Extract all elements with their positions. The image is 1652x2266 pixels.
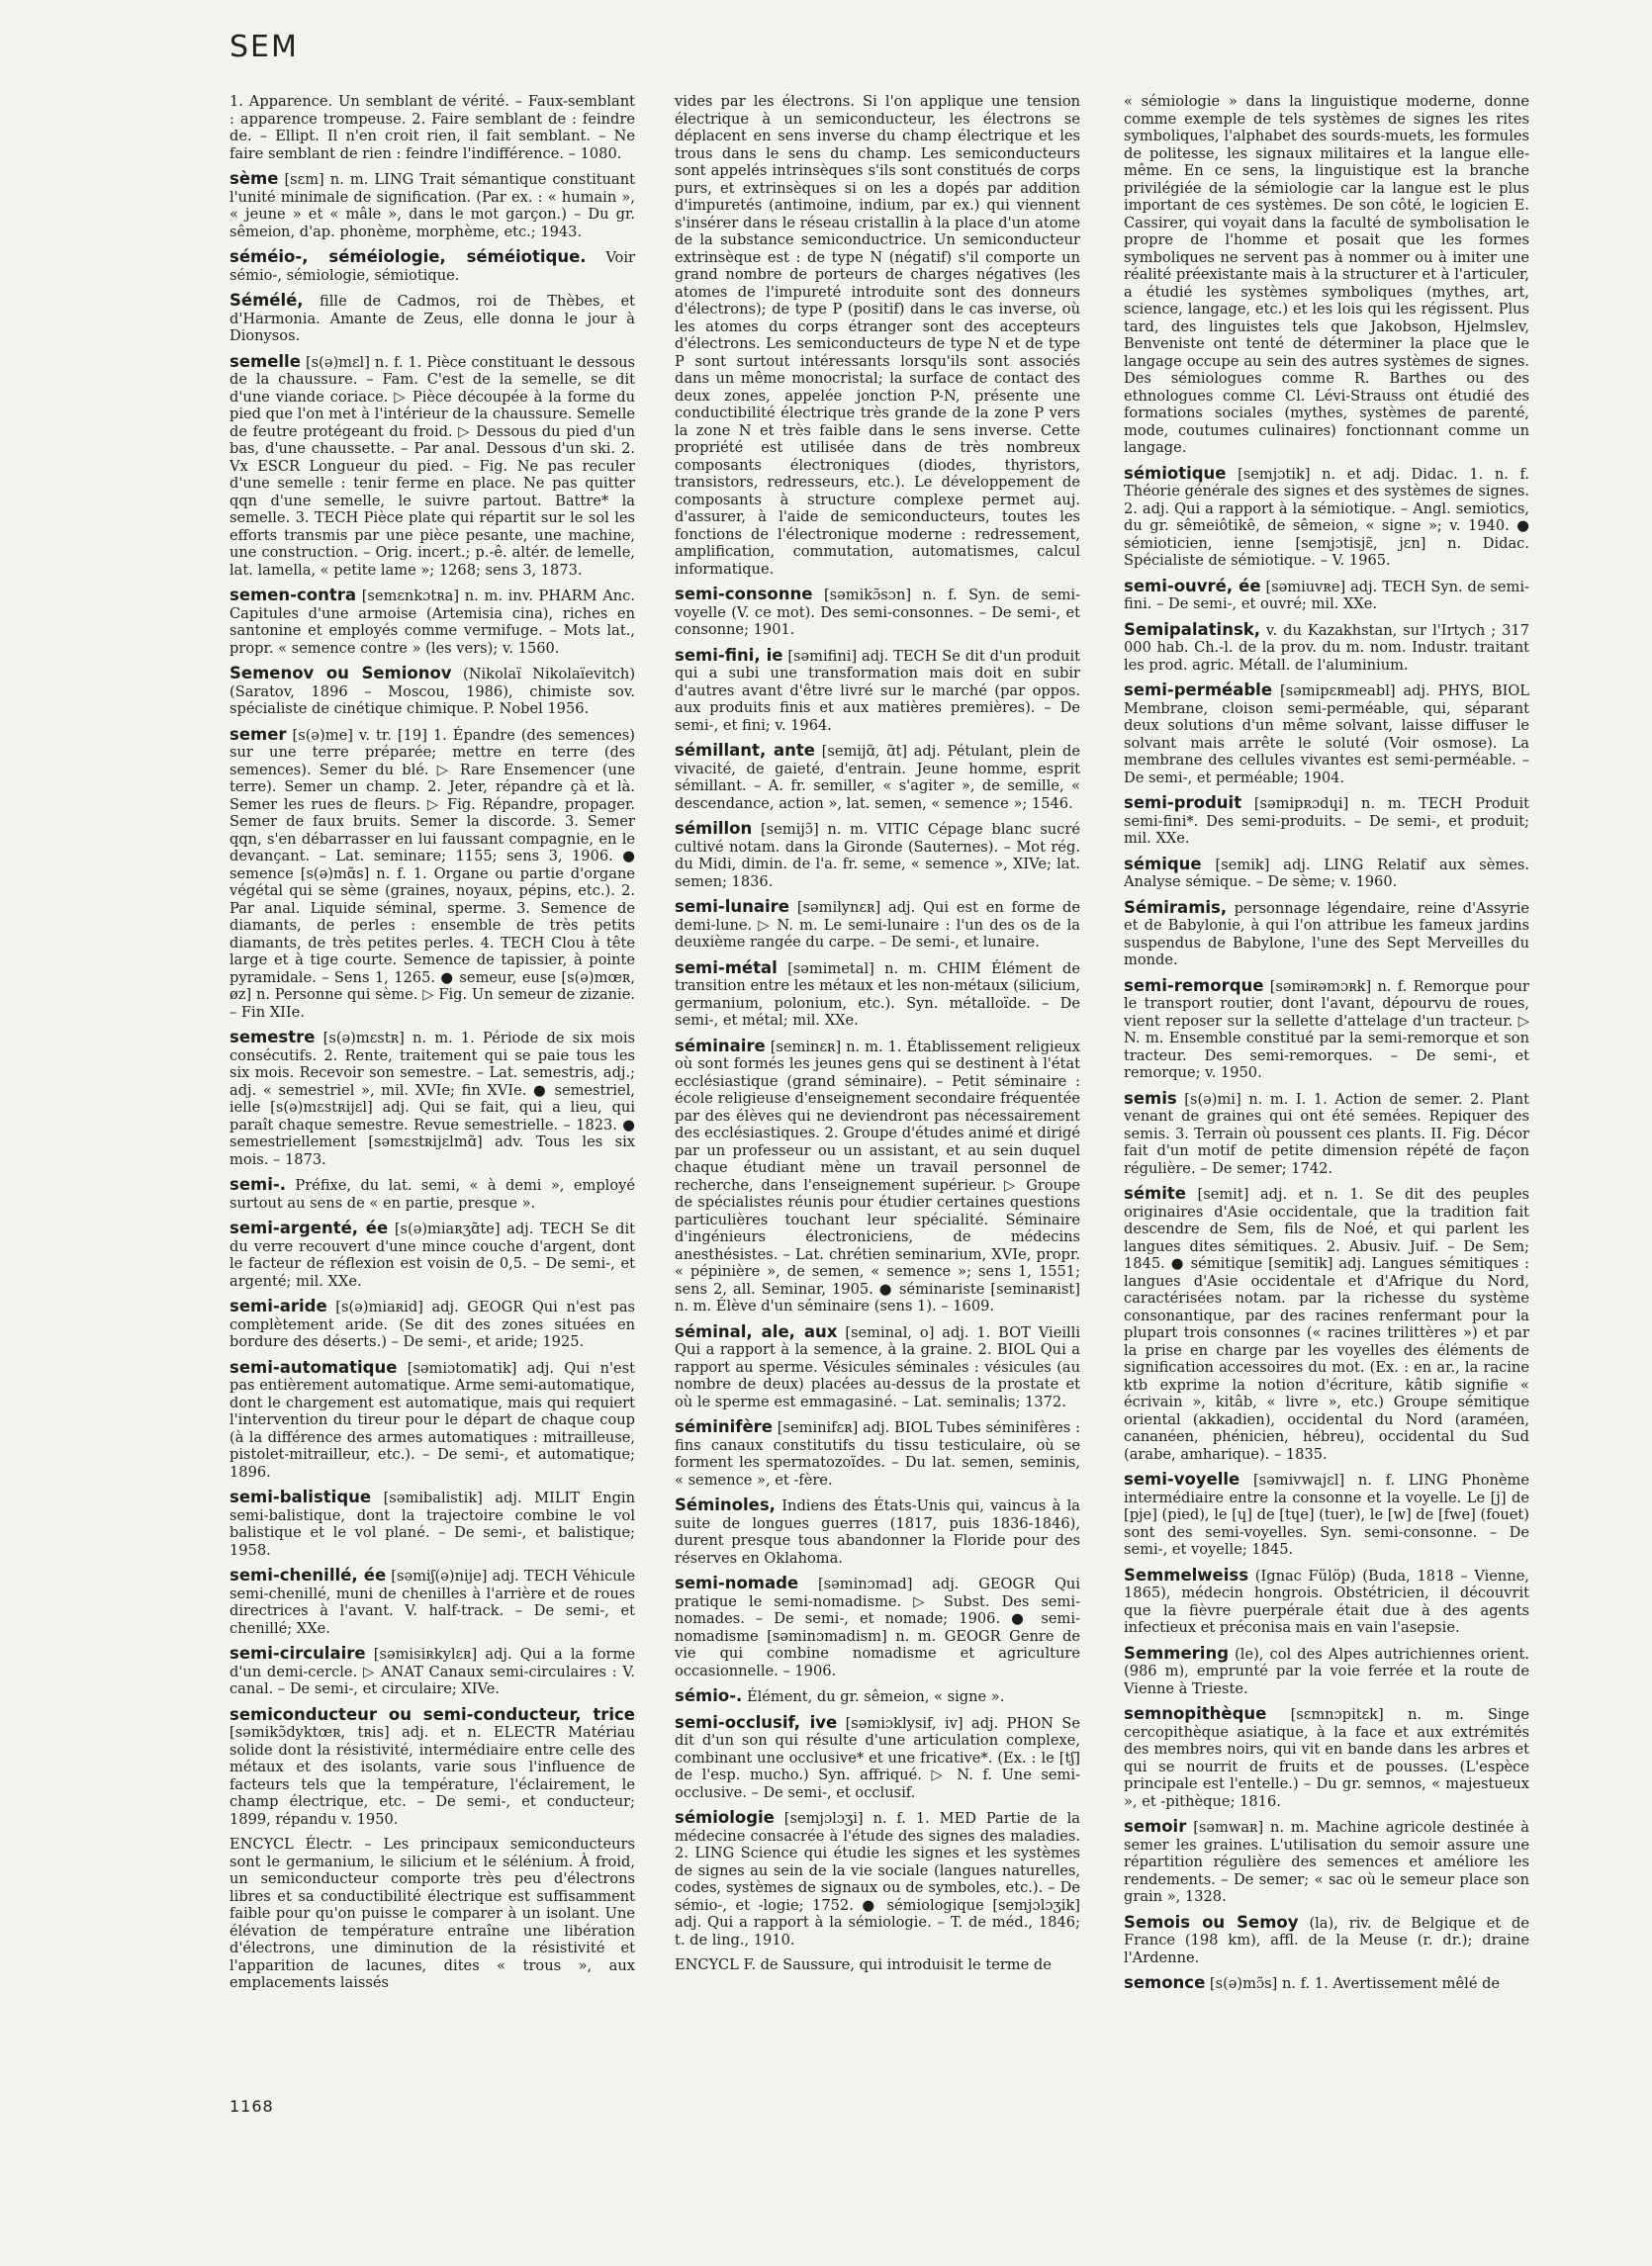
dictionary-entry — [229, 292, 635, 345]
dictionary-entry — [1124, 1471, 1529, 1559]
entry-headword: semer — [229, 724, 287, 744]
entry-body: personnage légendaire, reine d'Assyrie et de Babylonie, à qui l'on attribue les fameux jardins suspendus de Babylone, l'une des Sept Merveilles du monde. — [1124, 899, 1529, 968]
entry-body: (Nikolaï Nikolaïevitch) (Saratov, 1896 – Moscou, 1986), chimiste sov. spécialiste de cinétique chimique. P. Nobel 1956. — [229, 666, 635, 717]
entry-headword: sème — [229, 169, 279, 188]
dictionary-entry — [675, 1575, 1080, 1679]
dictionary-entry — [675, 820, 1080, 890]
dictionary-entry — [1124, 1090, 1529, 1178]
entry-body: [seminifɛʀ] adj. BIOL Tubes séminifères : fins canaux constitutifs du tissu testiculaire, où se forment les spermatozoïdes. – Du lat. semen, seminis, « semence », et -fère. — [675, 1419, 1080, 1489]
page-header: SEM — [229, 30, 299, 64]
entry-headword: Semmelweiss — [1124, 1565, 1249, 1585]
column-right — [1124, 93, 1529, 2101]
entry-body: [səmiɔtomatik] adj. Qui n'est pas entièrement automatique. Arme semi-automatique, dont le chargement est automatique, mais qui requiert l'intervention du tireur pour le départ de chaque coup (à la différence des armes automatiques : mitrailleuse, pistolet-mitrailleur, etc.). – De semi-, et automatique; 1896. — [229, 1359, 635, 1481]
entry-headword: sémio-. — [675, 1686, 743, 1705]
entry-body: [sɛmnɔpitɛk] n. m. Singe cercopithèque asiatique, à la face et aux extrémités des membres noirs, qui vit en bande dans les arbres et qui se nourrit de fruits et de pousses. (L'espèce principale est l'entelle.) – Du gr. semnos, « majestueux », et -pithèque; 1816. — [1124, 1706, 1529, 1810]
entry-headword: semi-nomade — [675, 1574, 799, 1592]
entry-headword: semi-chenillé, ée — [229, 1566, 387, 1585]
dictionary-entry — [229, 1645, 635, 1698]
entry-headword: Semmering — [1124, 1643, 1230, 1663]
entry-body: [semjɔlɔʒi] n. f. 1. MED Partie de la médecine consacrée à l'étude des signes des maladies. 2. LING Science qui étudie les signes et les systèmes de signes au sein de la vie sociale (langues naturelles, codes, systèmes de signaux ou de symboles, etc.). – De sémio-, et -logie; 1752. ● sémiologique [semjɔlɔʒik] adj. Qui a rapport à la sémiologie. – T. de méd., 1846; t. de ling., 1910. — [675, 1810, 1080, 1949]
entry-body: [səmwaʀ] n. m. Machine agricole destinée à semer les graines. L'utilisation du semoir assure une répartition régulière des semences et améliore les rendements. – De semer; « sac où le semeur place son grain », 1328. — [1124, 1819, 1529, 1905]
entry-body: [s(ə)mɔ̃s] n. f. 1. Avertissement mêlé de — [1209, 1975, 1501, 1992]
entry-headword: semiconducteur ou semi-conducteur, trice — [229, 1704, 635, 1724]
entry-body: [semɛnkɔtʀa] n. m. inv. PHARM Anc. Capitules d'une armoise (Artemisia cina), riches en santonine et employés comme vermifuge. – Mots lat., propr. « semence contre » (les vers); v. 1560. — [229, 588, 635, 657]
entry-body: [s(ə)mɛstʀ] n. m. 1. Période de six mois consécutifs. 2. Rente, traitement qui se paie tous les six mois. Recevoir son semestre. – Lat. semestris, adj.; adj. « semestriel », mil. XVIe; fin XVIe. ● semestriel, ielle [s(ə)mɛstʀijɛl] adj. Qui se fait, qui a lieu, qui paraît chaque semestre. Revue semestrielle. – 1823. ● semestriellement [səmɛstʀijɛlmɑ̃] adv. Tous les six mois. – 1873. — [229, 1030, 635, 1168]
dictionary-entry — [1124, 465, 1529, 570]
dictionary-entry — [675, 1496, 1080, 1567]
entry-headword: semi-perméable — [1124, 680, 1273, 699]
dictionary-entry — [229, 726, 635, 1022]
entry-headword: sémillon — [675, 819, 753, 838]
dictionary-entry — [1124, 1914, 1529, 1967]
entry-body: [s(ə)mi] n. m. I. 1. Action de semer. 2. Plant venant de graines qui ont été semées. Repiquer des semis. 3. Terrain où poussent ces plants. II. Fig. Décor fait d'un motif de petite dimension répété de façon régulière. – De semer; 1742. — [1124, 1090, 1529, 1177]
dictionary-entry — [229, 93, 635, 162]
entry-body: [səmikɔ̃sɔn] n. f. Syn. de semi-voyelle (V. ce mot). Des semi-consonnes. – De semi-, et consonne; 1901. — [675, 587, 1080, 638]
entry-headword: semis — [1124, 1088, 1177, 1108]
entry-headword: semi-ouvré, ée — [1124, 576, 1261, 595]
entry-body: [səmifini] adj. TECH Se dit d'un produit qui a subi une transformation mais doit en subir d'autres avant d'être livré sur le marché (par oppos. aux produits finis et aux matières premières). – De semi-, et fini; v. 1964. — [675, 647, 1080, 734]
dictionary-entry — [675, 1956, 1080, 1974]
dictionary-entry — [229, 1836, 635, 1992]
entry-body: [səmiɔklysif, iv] adj. PHON Se dit d'un son qui résulte d'une articulation complexe, combinant une occlusive* et une fricative*. (Ex. : le [tʃ] de l'esp. mucho.) Syn. affriqué. ▷ N. f. Une semi-occlusive. – De semi-, et occlusif. — [675, 1714, 1080, 1801]
entry-body: [sɛm] n. m. LING Trait sémantique constituant l'unité minimale de signification. (Par ex. : « humain », « jeune » et « mâle », dans le mot garçon.) – Du gr. sêmeion, d'ap. phonème, morphème, etc.; 1943. — [229, 171, 635, 240]
entry-headword: Séminoles, — [675, 1496, 776, 1514]
entry-headword: semi-argenté, ée — [229, 1219, 389, 1237]
entry-headword: sémique — [1124, 854, 1202, 873]
dictionary-entry — [1124, 899, 1529, 969]
dictionary-entry — [1124, 1645, 1529, 1698]
dictionary-entry — [1124, 681, 1529, 786]
entry-body: [semik] adj. LING Relatif aux sèmes. Analyse sémique. – De sème; v. 1960. — [1124, 856, 1529, 890]
entry-headword: semestre — [229, 1028, 316, 1046]
dictionary-entry — [229, 1220, 635, 1290]
entry-body: [səmimetal] n. m. CHIM Élément de transition entre les métaux et les non-métaux (silicium, germanium, polonium, etc.). Syn. métalloïde. – De semi-, et métal; mil. XXe. — [675, 959, 1080, 1029]
entry-headword: sémiotique — [1124, 463, 1227, 483]
entry-headword: semi-lunaire — [675, 897, 789, 916]
entry-headword: semi-consonne — [675, 585, 813, 603]
entry-headword: semi-occlusif, ive — [675, 1712, 838, 1732]
column-left — [229, 93, 635, 2101]
entry-headword: séméio-, séméiologie, séméiotique. — [229, 247, 587, 266]
dictionary-entry — [675, 959, 1080, 1030]
entry-headword: séminal, ale, aux — [675, 1321, 838, 1341]
entry-body: [s(ə)mɛl] n. f. 1. Pièce constituant le dessous de la chaussure. – Fam. C'est de la semelle, se dit d'une viande coriace. ▷ Pièce découpée à la forme du pied que l'on met à l'intérieur de la chaussure. Semelle de feutre protégeant du froid. ▷ Dessous du pied d'un bas, d'une chaussette. – Par anal. Dessous d'un ski. 2. Vx ESCR Longueur du pied. – Fig. Ne pas reculer d'une semelle : tenir ferme en place. Ne pas quitter qqn d'une semelle, le suivre partout. Battre* la semelle. 3. TECH Pièce plate qui répartit sur le sol les efforts transmis par une pièce pesante, une machine, une construction. – Orig. incert.; p.-ê. altér. de lemelle, lat. lamella, « petite lame »; 1268; sens 3, 1873. — [229, 353, 635, 579]
entry-body: Voir sémio-, sémiologie, sémiotique. — [229, 249, 635, 284]
dictionary-entry — [1124, 1705, 1529, 1810]
entry-body: [semijɔ̃] n. m. VITIC Cépage blanc sucré cultivé notam. dans la Gironde (Sauternes). – Mot rég. du Midi, dimin. de l'a. fr. seme, « semence », XIVe; lat. semen; 1836. — [675, 821, 1080, 890]
entry-headword: semoir — [1124, 1817, 1187, 1836]
dictionary-entry — [229, 1567, 635, 1637]
entry-headword: semi-voyelle — [1124, 1470, 1240, 1489]
entry-headword: semi-fini, ie — [675, 645, 783, 665]
dictionary-entry — [229, 1298, 635, 1351]
entry-body: [semit] adj. et n. 1. Se dit des peuples originaires d'Asie occidentale, que la tradition fait descendre de Sem, fils de Noé, et qui parlent les langues dites sémitiques. 2. Abusiv. Juif. – De Sem; 1845. ● sémitique [semitik] adj. Langues sémitiques : langues d'Asie occidentale et d'Afrique du Nord, caractérisées notam. par la richesse du système consonantique, par des racines renfermant pour la plupart trois consonnes (« racines trilittères ») et par la prise en charge par les voyelles des éléments de signification accessoires du mot. (Ex. : en ar., la racine ktb exprime la notion d'écriture, kâtib signifie « écrivain », kitâb, « livre », etc.) Groupe sémitique oriental (akkadien), occidental du Nord (araméen, cananéen, phénicien, hébreu), occidental du Sud (arabe, amharique). – 1835. — [1124, 1186, 1529, 1463]
entry-body: [s(ə)miaʀʒɑ̃te] adj. TECH Se dit du verre recouvert d'une mince couche d'argent, dont le facteur de réflexion est voisin de 0,5. – De semi-, et argenté; mil. XXe. — [229, 1221, 635, 1290]
entry-body: vides par les électrons. Si l'on applique une tension électrique à un semiconducteur, les électrons se déplacent en sens inverse du champ électrique et les trous dans le sens du champ. Les semiconducteurs sont appelés intrinsèques s'ils sont constitués de corps purs, et extrinsèques si on les a dopés par addition d'impuretés (antimoine, indium, par ex.) qui viennent s'insérer dans le réseau cristallin à la place d'un atome de la substance semiconductrice. Un semiconducteur extrinsèque est : de type N (négatif) s'il comporte un grand nombre de porteurs de charges négatives (les atomes de l'impureté introduite sont des donneurs d'électrons); de type P (positif) dans le cas inverse, où les atomes du corps étranger sont des accepteurs d'électrons. Les semiconducteurs de type N et de type P sont surtout intéressants lorsqu'ils sont associés dans un même monocristal; la surface de contact des deux zones, appelée jonction P-N, présente une conductibilité électrique très grande de la zone P vers la zone N et très faible dans le sens inverse. Cette propriété est utilisée dans de très nombreux composants électroniques (diodes, thyristors, transistors, redresseurs, etc.). Le développement de composants à structure complexe permet auj. d'assurer, à l'aide de semiconducteurs, toutes les fonctions de l'électronique moderne : redressement, amplification, commutation, automatismes, calcul informatique. — [675, 93, 1080, 578]
entry-headword: séminifère — [675, 1417, 773, 1436]
entry-headword: semi-remorque — [1124, 975, 1264, 995]
entry-headword: semi-. — [229, 1175, 286, 1194]
entry-body: 1. Apparence. Un semblant de vérité. – Faux-semblant : apparence trompeuse. 2. Faire semblant de : feindre de. – Ellipt. Il n'en croit rien, il fait semblant. – Ne faire semblant de rien : feindre l'indifférence. – 1080. — [229, 93, 635, 162]
entry-body: « sémiologie » dans la linguistique moderne, donne comme exemple de tels systèmes de signes les rites symboliques, l'alphabet des sourds-muets, les formules de politesse, les signaux militaires et la langue elle-même. En ce sens, la linguistique est la branche privilégiée de la sémiologie car la langue est le plus important de ces systèmes. De son côté, le logicien E. Cassirer, qui voyait dans la faculté de symbolisation le propre de l'homme et posait que les formes symboliques ne servent pas à nommer ou à imiter une réalité préexistante mais à la structurer et à l'articuler, a étudié les systèmes symboliques (mythes, art, science, langage, etc.) et les lois qui les régissent. Plus tard, des linguistes tels que Jakobson, Hjelmslev, Benveniste ont tenté de déterminer la place que le langage occupe au sein des autres systèmes de signes. Des sémiologues comme R. Barthes ou des ethnologues comme Cl. Lévi-Strauss ont étudié des formations sociales (mythes, systèmes de parenté, mode, coutumes culinaires) fonctionnant comme un langage. — [1124, 93, 1529, 456]
dictionary-entry — [675, 1809, 1080, 1949]
entry-body: [seminal, o] adj. 1. BOT Vieilli Qui a rapport à la semence, à la graine. 2. BIOL Qui a rapport au sperme. Vésicules séminales : vésicules (au nombre de deux) placées au-dessus de la prostate et où le sperme est emmagasiné. – Lat. seminalis; 1372. — [675, 1323, 1080, 1410]
dictionary-entry — [1124, 1185, 1529, 1463]
entry-body: fille de Cadmos, roi de Thèbes, et d'Harmonia. Amante de Zeus, elle donna le jour à Dionysos. — [229, 293, 635, 344]
entry-body: [səmiʃ(ə)nije] adj. TECH Véhicule semi-chenillé, muni de chenilles à l'arrière et de roues directrices à l'avant. V. half-track. – De semi-, et chenillé; XXe. — [229, 1568, 635, 1637]
dictionary-entry — [229, 248, 635, 284]
entry-headword: sémiologie — [675, 1808, 775, 1827]
entry-headword: Semenov ou Semionov — [229, 664, 452, 682]
dictionary-entry — [675, 647, 1080, 735]
entry-body: [səmisiʀkylɛʀ] adj. Qui a la forme d'un demi-cercle. ▷ ANAT Canaux semi-circulaires : V. canal. – De semi-, et circulaire; XIVe. — [229, 1646, 635, 1697]
entry-body: Élément, du gr. sêmeion, « signe ». — [746, 1688, 1005, 1705]
entry-body: v. du Kazakhstan, sur l'Irtych ; 317 000 hab. Ch.-l. de la prov. du m. nom. Industr. traitant les prod. agric. Métall. de l'aluminium. — [1124, 621, 1529, 674]
page-number: 1168 — [229, 2097, 274, 2116]
entry-body: [s(ə)miaʀid] adj. GEOGR Qui n'est pas complètement aride. (Se dit des zones situées en bordure des déserts.) – De semi-, et aride; 1925. — [229, 1299, 635, 1350]
entry-body: ENCYCL Électr. – Les principaux semiconducteurs sont le germanium, le silicium et le sélénium. À froid, un semiconducteur comporte très peu d'électrons libres et sa conductibilité électrique est suffisamment faible pour qu'on puisse le comparer à un isolant. Une élévation de température entraîne une libération d'électrons, une diminution de la résistivité et l'apparition de lacunes, dites « trous », aux emplacements laissés — [229, 1836, 635, 1991]
entry-headword: semonce — [1124, 1973, 1206, 1992]
entry-body: [səmiuvʀe] adj. TECH Syn. de semi-fini. – De semi-, et ouvré; mil. XXe. — [1124, 578, 1529, 612]
entry-headword: sémite — [1124, 1184, 1186, 1203]
dictionary-entry — [1124, 794, 1529, 848]
entry-body: Indiens des États-Unis qui, vaincus à la suite de longues guerres (1817, puis 1836-1846), durent presque tous abandonner la Floride pour des réserves en Oklahoma. — [675, 1497, 1080, 1567]
dictionary-entry — [229, 1359, 635, 1482]
entry-headword: séminaire — [675, 1036, 766, 1055]
dictionary-entry — [1124, 856, 1529, 891]
dictionary-entry — [1124, 578, 1529, 613]
entry-headword: Semois ou Semoy — [1124, 1912, 1299, 1932]
entry-headword: Sémiramis, — [1124, 897, 1228, 917]
dictionary-entry — [675, 1323, 1080, 1411]
dictionary-entry — [675, 1687, 1080, 1706]
dictionary-entry — [1124, 621, 1529, 675]
dictionary-entry — [229, 1489, 635, 1559]
dictionary-entry — [1124, 1818, 1529, 1906]
entry-body: ENCYCL F. de Saussure, qui introduisit le terme de — [675, 1956, 1052, 1973]
entry-headword: semi-métal — [675, 957, 778, 977]
entry-body: [səmiʀəmɔʀk] n. f. Remorque pour le transport routier, dont l'avant, dépourvu de roues, vient reposer sur la sellette d'attelage d'un tracteur. ▷ N. m. Ensemble constitué par la semi-remorque et son tracteur. Des semi-remorques. – De semi-, et remorque; v. 1950. — [1124, 977, 1529, 1081]
entry-body: [semjɔtik] n. et adj. Didac. 1. n. f. Théorie générale des signes et des systèmes de signes. 2. adj. Qui a rapport à la sémiotique. – Angl. semiotics, du gr. sêmeiôtikê, de sêmeion, « signe »; v. 1940. ● sémioticien, ienne [semjɔtisjɛ̃, jɛn] n. Didac. Spécialiste de sémiotique. – V. 1965. — [1124, 465, 1529, 569]
entry-body: (la), riv. de Belgique et de France (198 km), affl. de la Meuse (r. dr.); draine l'Ardenne. — [1124, 1914, 1529, 1966]
entry-headword: Semipalatinsk, — [1124, 619, 1261, 639]
entry-body: [səmipʀɔdɥi] n. m. TECH Produit semi-fini*. Des semi-produits. – De semi-, et produit; mil. XXe. — [1124, 795, 1529, 847]
dictionary-entry — [675, 742, 1080, 812]
dictionary-entry — [1124, 977, 1529, 1082]
entry-headword: semi-aride — [229, 1297, 327, 1315]
entry-body: [semijɑ̃, ɑ̃t] adj. Pétulant, plein de vivacité, de gaieté, d'entrain. Jeune homme, esprit sémillant. – A. fr. semiller, « s'agiter », de semille, « descendance, action », lat. semen, « semence »; 1546. — [675, 743, 1080, 812]
entry-headword: semi-circulaire — [229, 1644, 366, 1663]
dictionary-entry — [675, 1038, 1080, 1315]
entry-body: [s(ə)me] v. tr. [19] 1. Épandre (des semences) sur une terre préparée; mettre en terre (des semences). Semer du blé. ▷ Rare Ensemencer (une terre). Semer un champ. 2. Jeter, répandre çà et là. Semer les rues de fleurs. ▷ Fig. Répandre, propager. Semer de faux bruits. Semer la discorde. 3. Semer qqn, s'en débarrasser en lui faussant compagnie, en le devançant. – Lat. seminare; 1155; sens 3, 1906. ● semence [s(ə)mɑ̃s] n. f. 1. Organe ou partie d'organe végétal qui se sème (graines, noyaux, pépins, etc.). 2. Par anal. Liquide séminal, sperme. 3. Semence de diamants, de perles : ensemble de très petits diamants, de très petites perles. 4. TECH Clou à tête large et à tige courte. Semence de tapissier, à pointe pyramidale. – Sens 1, 1265. ● semeur, euse [s(ə)mœʀ, øz] n. Personne qui sème. ▷ Fig. Un semeur de zizanie. – Fin XIIe. — [229, 726, 635, 1021]
entry-body: [səminɔmad] adj. GEOGR Qui pratique le semi-nomadisme. ▷ Subst. Des semi-nomades. – De semi-, et nomade; 1906. ● semi-nomadisme [səminɔmadism] n. m. GEOGR Genre de vie qui combine nomadisme et agriculture occasionnelle. – 1906. — [675, 1576, 1080, 1679]
entry-headword: semnopithèque — [1124, 1704, 1267, 1723]
dictionary-entry — [675, 93, 1080, 578]
entry-headword: semi-automatique — [229, 1357, 398, 1377]
entry-headword: semelle — [229, 351, 301, 371]
entry-body: [səmilynɛʀ] adj. Qui est en forme de demi-lune. ▷ N. m. Le semi-lunaire : l'un des os de la deuxième rangée du carpe. – De semi-, et lunaire. — [675, 899, 1080, 951]
entry-body: (Ignac Fülöp) (Buda, 1818 – Vienne, 1865), médecin hongrois. Obstétricien, il découvrit que la fièvre puerpérale était due à des agents infectieux et préconisa mais en vain l'asepsie. — [1124, 1567, 1529, 1636]
dictionary-entry — [675, 1714, 1080, 1802]
entry-headword: Sémélé, — [229, 291, 304, 310]
entry-body: Préfixe, du lat. semi, « à demi », employé surtout au sens de « en partie, presque ». — [229, 1177, 635, 1212]
column-middle — [675, 93, 1080, 2101]
dictionary-entry — [229, 353, 635, 580]
entry-headword: sémillant, ante — [675, 741, 815, 760]
dictionary-entry — [1124, 1567, 1529, 1637]
dictionary-entry — [229, 587, 635, 657]
entry-body: (le), col des Alpes autrichiennes orient. (986 m), emprunté par la voie ferrée et la route de Vienne à Trieste. — [1124, 1645, 1529, 1697]
dictionary-entry — [1124, 1974, 1529, 1993]
dictionary-entry — [229, 170, 635, 240]
dictionary-entry — [229, 1029, 635, 1168]
dictionary-entry — [229, 1706, 635, 1829]
entry-headword: semi-produit — [1124, 793, 1242, 812]
entry-body: [səmikɔ̃dyktœʀ, tʀis] adj. et n. ELECTR Matériau solide dont la résistivité, intermédiaire entre celle des métaux et des isolants, varie sous l'influence de facteurs tels que la température, l'éclairement, le champ électrique, etc. – De semi-, et conducteur; 1899, répandu v. 1950. — [229, 1724, 635, 1828]
dictionary-entry — [675, 898, 1080, 952]
dictionary-entry — [675, 586, 1080, 639]
entry-headword: semen-contra — [229, 586, 357, 604]
entry-body: [səmivwajɛl] n. f. LING Phonème intermédiaire entre la consonne et la voyelle. Le [j] de [pje] (pied), le [ɥ] de [tɥe] (tuer), le [w] de [fwe] (fouet) sont des semi-voyelles. Syn. semi-consonne. – De semi-, et voyelle; 1845. — [1124, 1472, 1529, 1558]
entry-body: [səmibalistik] adj. MILIT Engin semi-balistique, dont la trajectoire combine le vol balistique et le vol plané. – De semi-, et balistique; 1958. — [229, 1490, 635, 1559]
dictionary-entry — [229, 1176, 635, 1212]
dictionary-entry — [1124, 93, 1529, 457]
dictionary-entry — [229, 665, 635, 718]
entry-body: [səmipɛʀmeabl] adj. PHYS, BIOL Membrane, cloison semi-perméable, qui, séparant deux solutions d'un même solvant, laisse diffuser le solvant mais arrête le soluté (Voir osmose). La membrane des cellules vivantes est semi-perméable. – De semi-, et perméable; 1904. — [1124, 682, 1529, 786]
entry-body: [seminɛʀ] n. m. 1. Établissement religieux où sont formés les jeunes gens qui se destinent à l'état ecclésiastique (grand séminaire). – Petit séminaire : école religieuse d'enseignement secondaire fréquentée par des élèves qui ne deviendront pas nécessairement des ecclésiastiques. 2. Groupe d'études animé et dirigé par un professeur ou un assistant, et au sein duquel chaque étudiant mène un travail personnel de recherche, dans l'enseignement supérieur. ▷ Groupe de spécialistes réunis pour étudier certaines questions particulières touchant leur spécialité. Séminaire d'ingénieurs électroniciens, de médecins anesthésistes. – Lat. chrétien seminarium, XVIe, propr. « pépinière », de semen, « semence »; sens 1, 1551; sens 2, all. Seminar, 1905. ● séminariste [seminaʀist] n. m. Élève d'un séminaire (sens 1). – 1609. — [675, 1038, 1080, 1314]
dictionary-entry — [675, 1418, 1080, 1489]
entry-headword: semi-balistique — [229, 1488, 372, 1506]
